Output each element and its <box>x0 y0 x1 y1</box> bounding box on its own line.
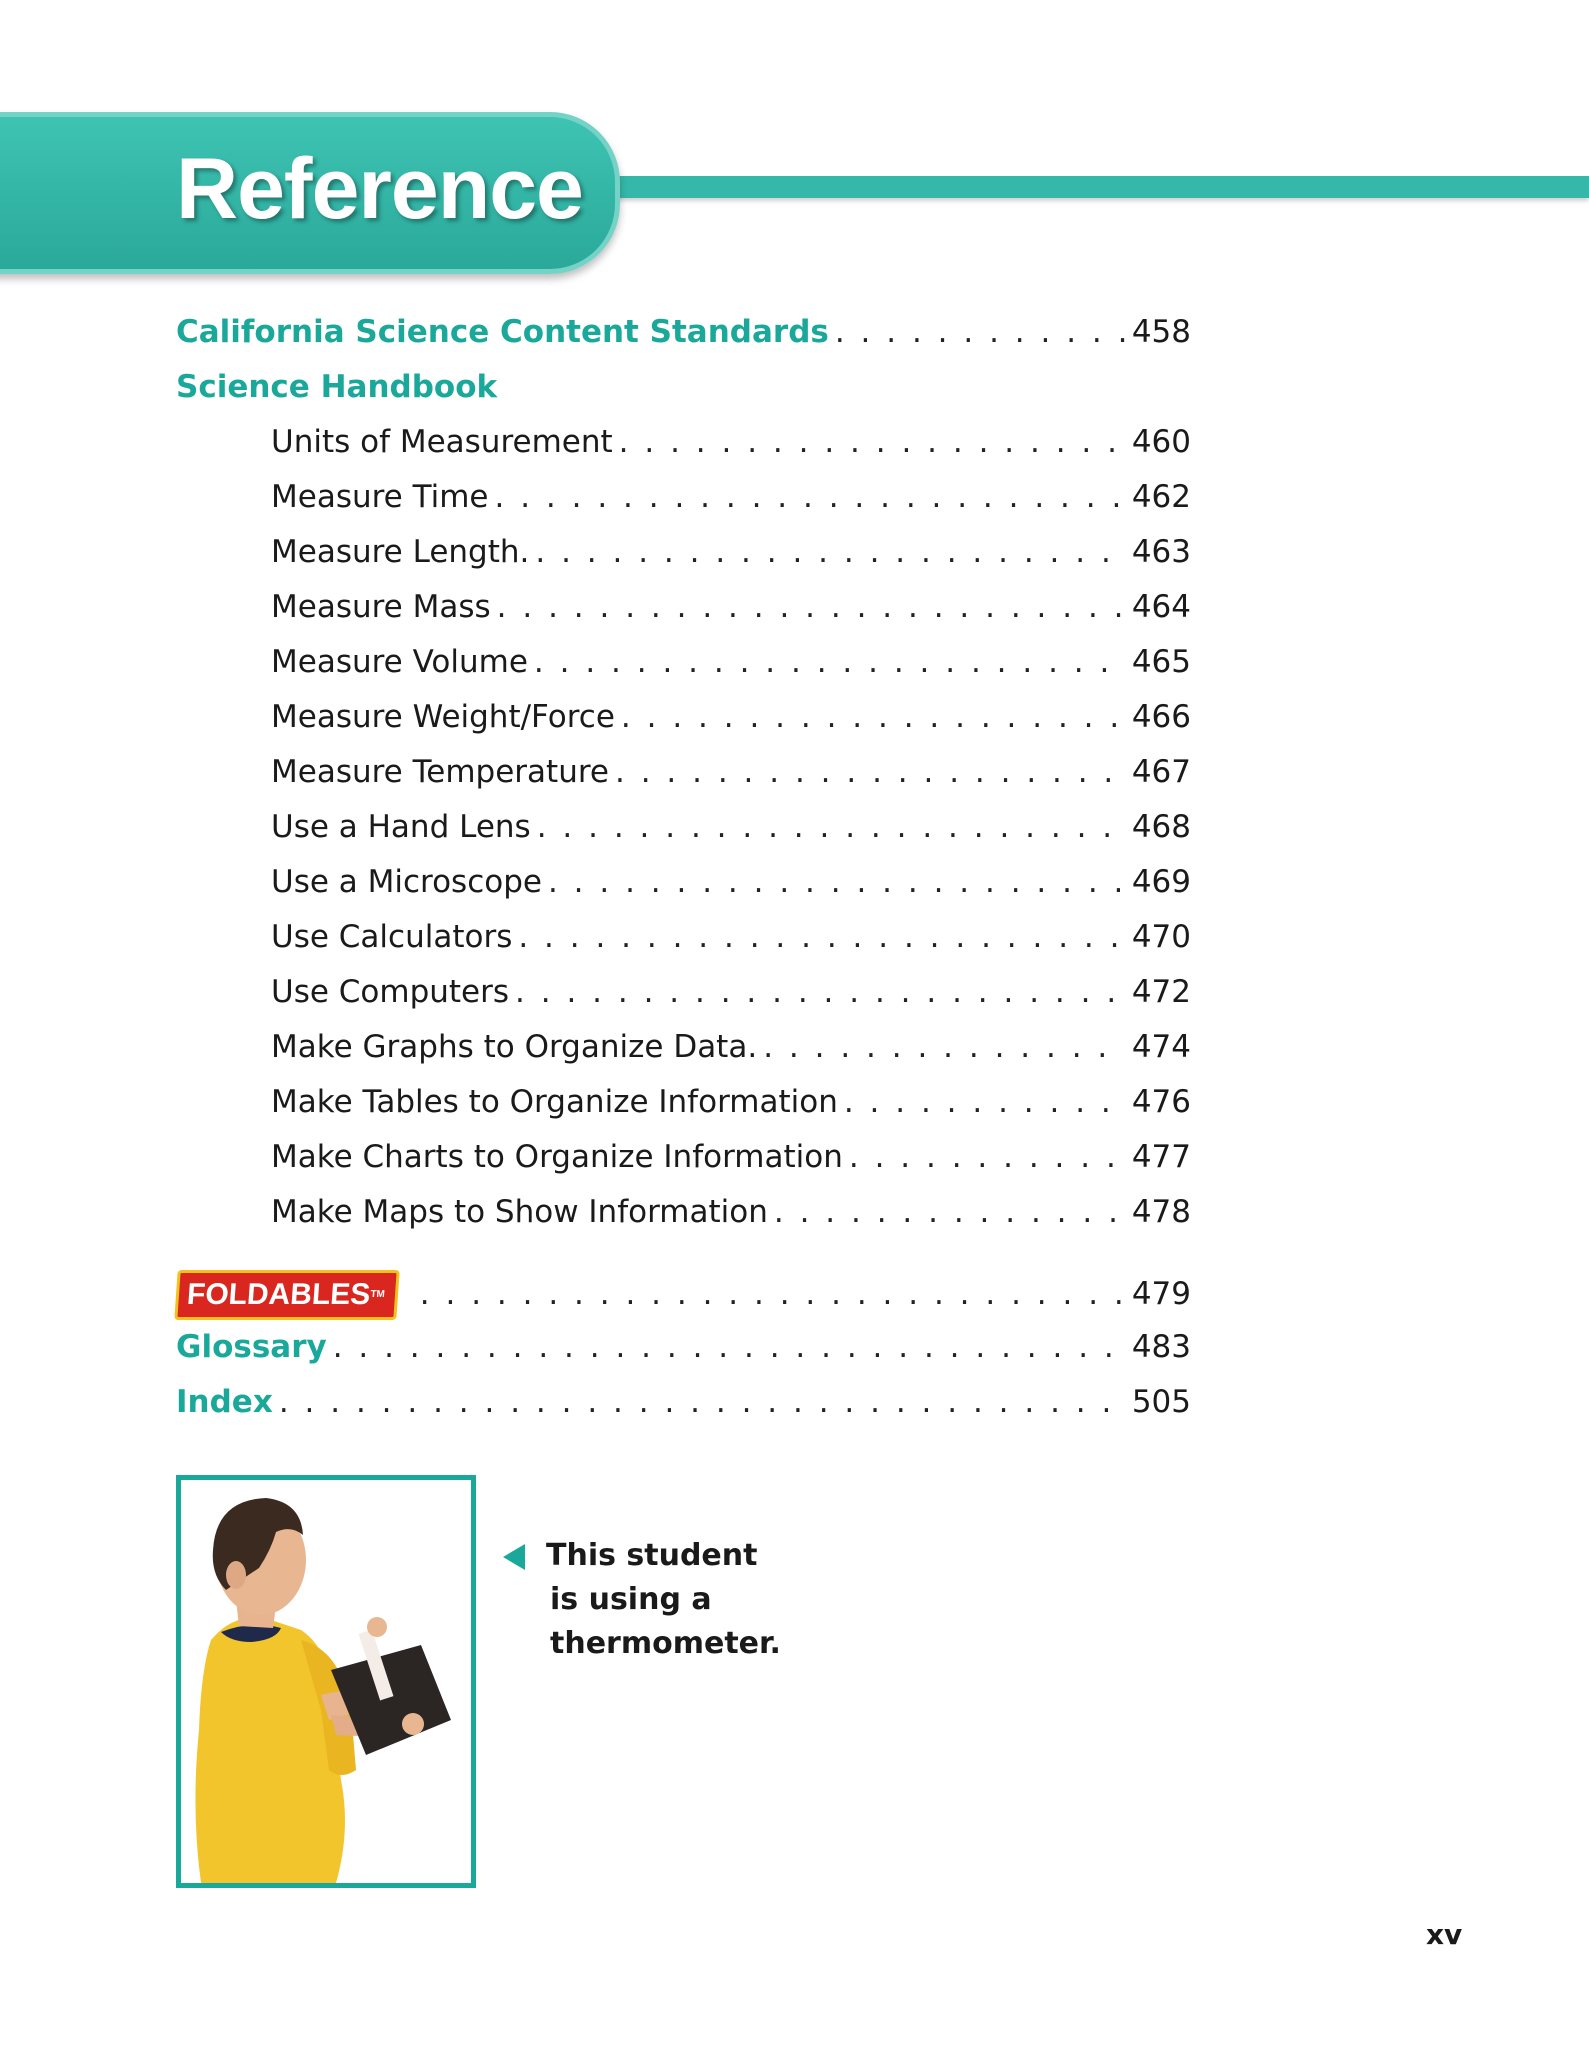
dot-leader <box>333 1327 1126 1367</box>
toc-entry-page: 466 <box>1131 699 1191 735</box>
student-photo <box>176 1475 476 1888</box>
toc-entry-page: 478 <box>1131 1194 1191 1230</box>
caption-line: thermometer. <box>550 1626 781 1661</box>
page-title: Reference <box>176 141 583 237</box>
toc-entry-foldables[interactable] <box>176 1270 1191 1320</box>
toc-entry-page: 465 <box>1131 644 1191 680</box>
toc-entry-label: Measure Volume <box>271 644 528 680</box>
dot-leader <box>534 642 1126 682</box>
toc-entry-standards[interactable] <box>176 312 1191 352</box>
toc-entry-label: California Science Content Standards <box>176 314 829 350</box>
dot-leader <box>518 917 1125 957</box>
toc-entry-page: 479 <box>1131 1276 1191 1312</box>
toc-entry-page: 462 <box>1131 479 1191 515</box>
toc-entry-label: Index <box>176 1384 273 1420</box>
toc-entry-page: 483 <box>1131 1329 1191 1365</box>
toc-entry-label: Measure Time <box>271 479 489 515</box>
toc-entry-label: Use a Hand Lens <box>271 809 531 845</box>
dot-leader <box>548 862 1126 902</box>
toc-entry[interactable] <box>271 972 1191 1012</box>
toc-entry-page: 468 <box>1131 809 1191 845</box>
toc-entry[interactable] <box>271 862 1191 902</box>
toc-entry-label: Use Computers <box>271 974 510 1010</box>
toc-entry-page: 476 <box>1131 1084 1191 1120</box>
photo-caption <box>546 1534 846 1666</box>
dot-leader <box>844 1082 1126 1122</box>
page-number: xv <box>1426 1918 1463 1951</box>
toc-entry-page: 467 <box>1131 754 1191 790</box>
foldables-logo: FOLDABLES™ <box>174 1270 399 1320</box>
dot-leader <box>774 1192 1126 1232</box>
toc-entry-label: Make Maps to Show Information <box>271 1194 768 1230</box>
dot-leader <box>835 312 1126 352</box>
dot-leader <box>763 1027 1126 1067</box>
toc-entry-label: Use Calculators <box>271 919 513 955</box>
toc-entry-page: 505 <box>1131 1384 1191 1420</box>
dot-leader <box>615 752 1126 792</box>
toc-entry[interactable] <box>271 587 1191 627</box>
toc-entry-label: Units of Measurement <box>271 424 613 460</box>
toc-entry[interactable] <box>271 807 1191 847</box>
toc-entry-page: 464 <box>1131 589 1191 625</box>
dot-leader <box>537 807 1126 847</box>
dot-leader <box>535 532 1125 572</box>
toc-section-handbook <box>176 367 1191 407</box>
toc-entry[interactable] <box>271 532 1191 572</box>
toc-entry-page: 470 <box>1131 919 1191 955</box>
toc-entry[interactable] <box>271 697 1191 737</box>
toc-section-label: Science Handbook <box>176 369 498 405</box>
toc-entry[interactable] <box>271 642 1191 682</box>
dot-leader <box>621 697 1126 737</box>
header-rule <box>560 176 1589 198</box>
toc-entry-label: Measure Mass <box>271 589 491 625</box>
toc-entry-label: Make Charts to Organize Information <box>271 1139 843 1175</box>
dot-leader <box>515 972 1126 1012</box>
caption-pointer-icon <box>503 1544 525 1570</box>
toc-entry-label: Measure Length. <box>271 534 530 570</box>
toc-entry-label: Use a Microscope <box>271 864 542 900</box>
toc-entry[interactable] <box>271 917 1191 957</box>
toc-entry-label: Measure Temperature <box>271 754 609 790</box>
toc-entry[interactable] <box>271 752 1191 792</box>
toc-entry[interactable] <box>271 477 1191 517</box>
toc-entry-label: Glossary <box>176 1329 327 1365</box>
toc-entry[interactable] <box>271 1082 1191 1122</box>
toc-entry-page: 469 <box>1131 864 1191 900</box>
dot-leader <box>279 1382 1126 1422</box>
toc-entry[interactable] <box>271 1192 1191 1232</box>
toc-entry-label: Make Graphs to Organize Data. <box>271 1029 758 1065</box>
toc-entry-glossary[interactable] <box>176 1327 1191 1367</box>
student-illustration <box>181 1480 471 1883</box>
dot-leader <box>849 1137 1126 1177</box>
dot-leader <box>420 1274 1126 1314</box>
toc-entry-page: 460 <box>1131 424 1191 460</box>
toc-entry-page: 477 <box>1131 1139 1191 1175</box>
toc-entry-label: Make Tables to Organize Information <box>271 1084 838 1120</box>
toc-entry-page: 472 <box>1131 974 1191 1010</box>
toc-entry[interactable] <box>271 1137 1191 1177</box>
dot-leader <box>494 477 1125 517</box>
toc-entry-label: Measure Weight/Force <box>271 699 615 735</box>
dot-leader <box>497 587 1126 627</box>
caption-line: is using a <box>550 1582 712 1617</box>
toc-entry-page: 474 <box>1131 1029 1191 1065</box>
toc-entry-page: 463 <box>1131 534 1191 570</box>
dot-leader <box>619 422 1126 462</box>
toc-entry-index[interactable] <box>176 1382 1191 1422</box>
toc-entry[interactable] <box>271 1027 1191 1067</box>
toc-entry-page: 458 <box>1131 314 1191 350</box>
toc-entry[interactable] <box>271 422 1191 462</box>
caption-line: This student <box>546 1538 758 1573</box>
